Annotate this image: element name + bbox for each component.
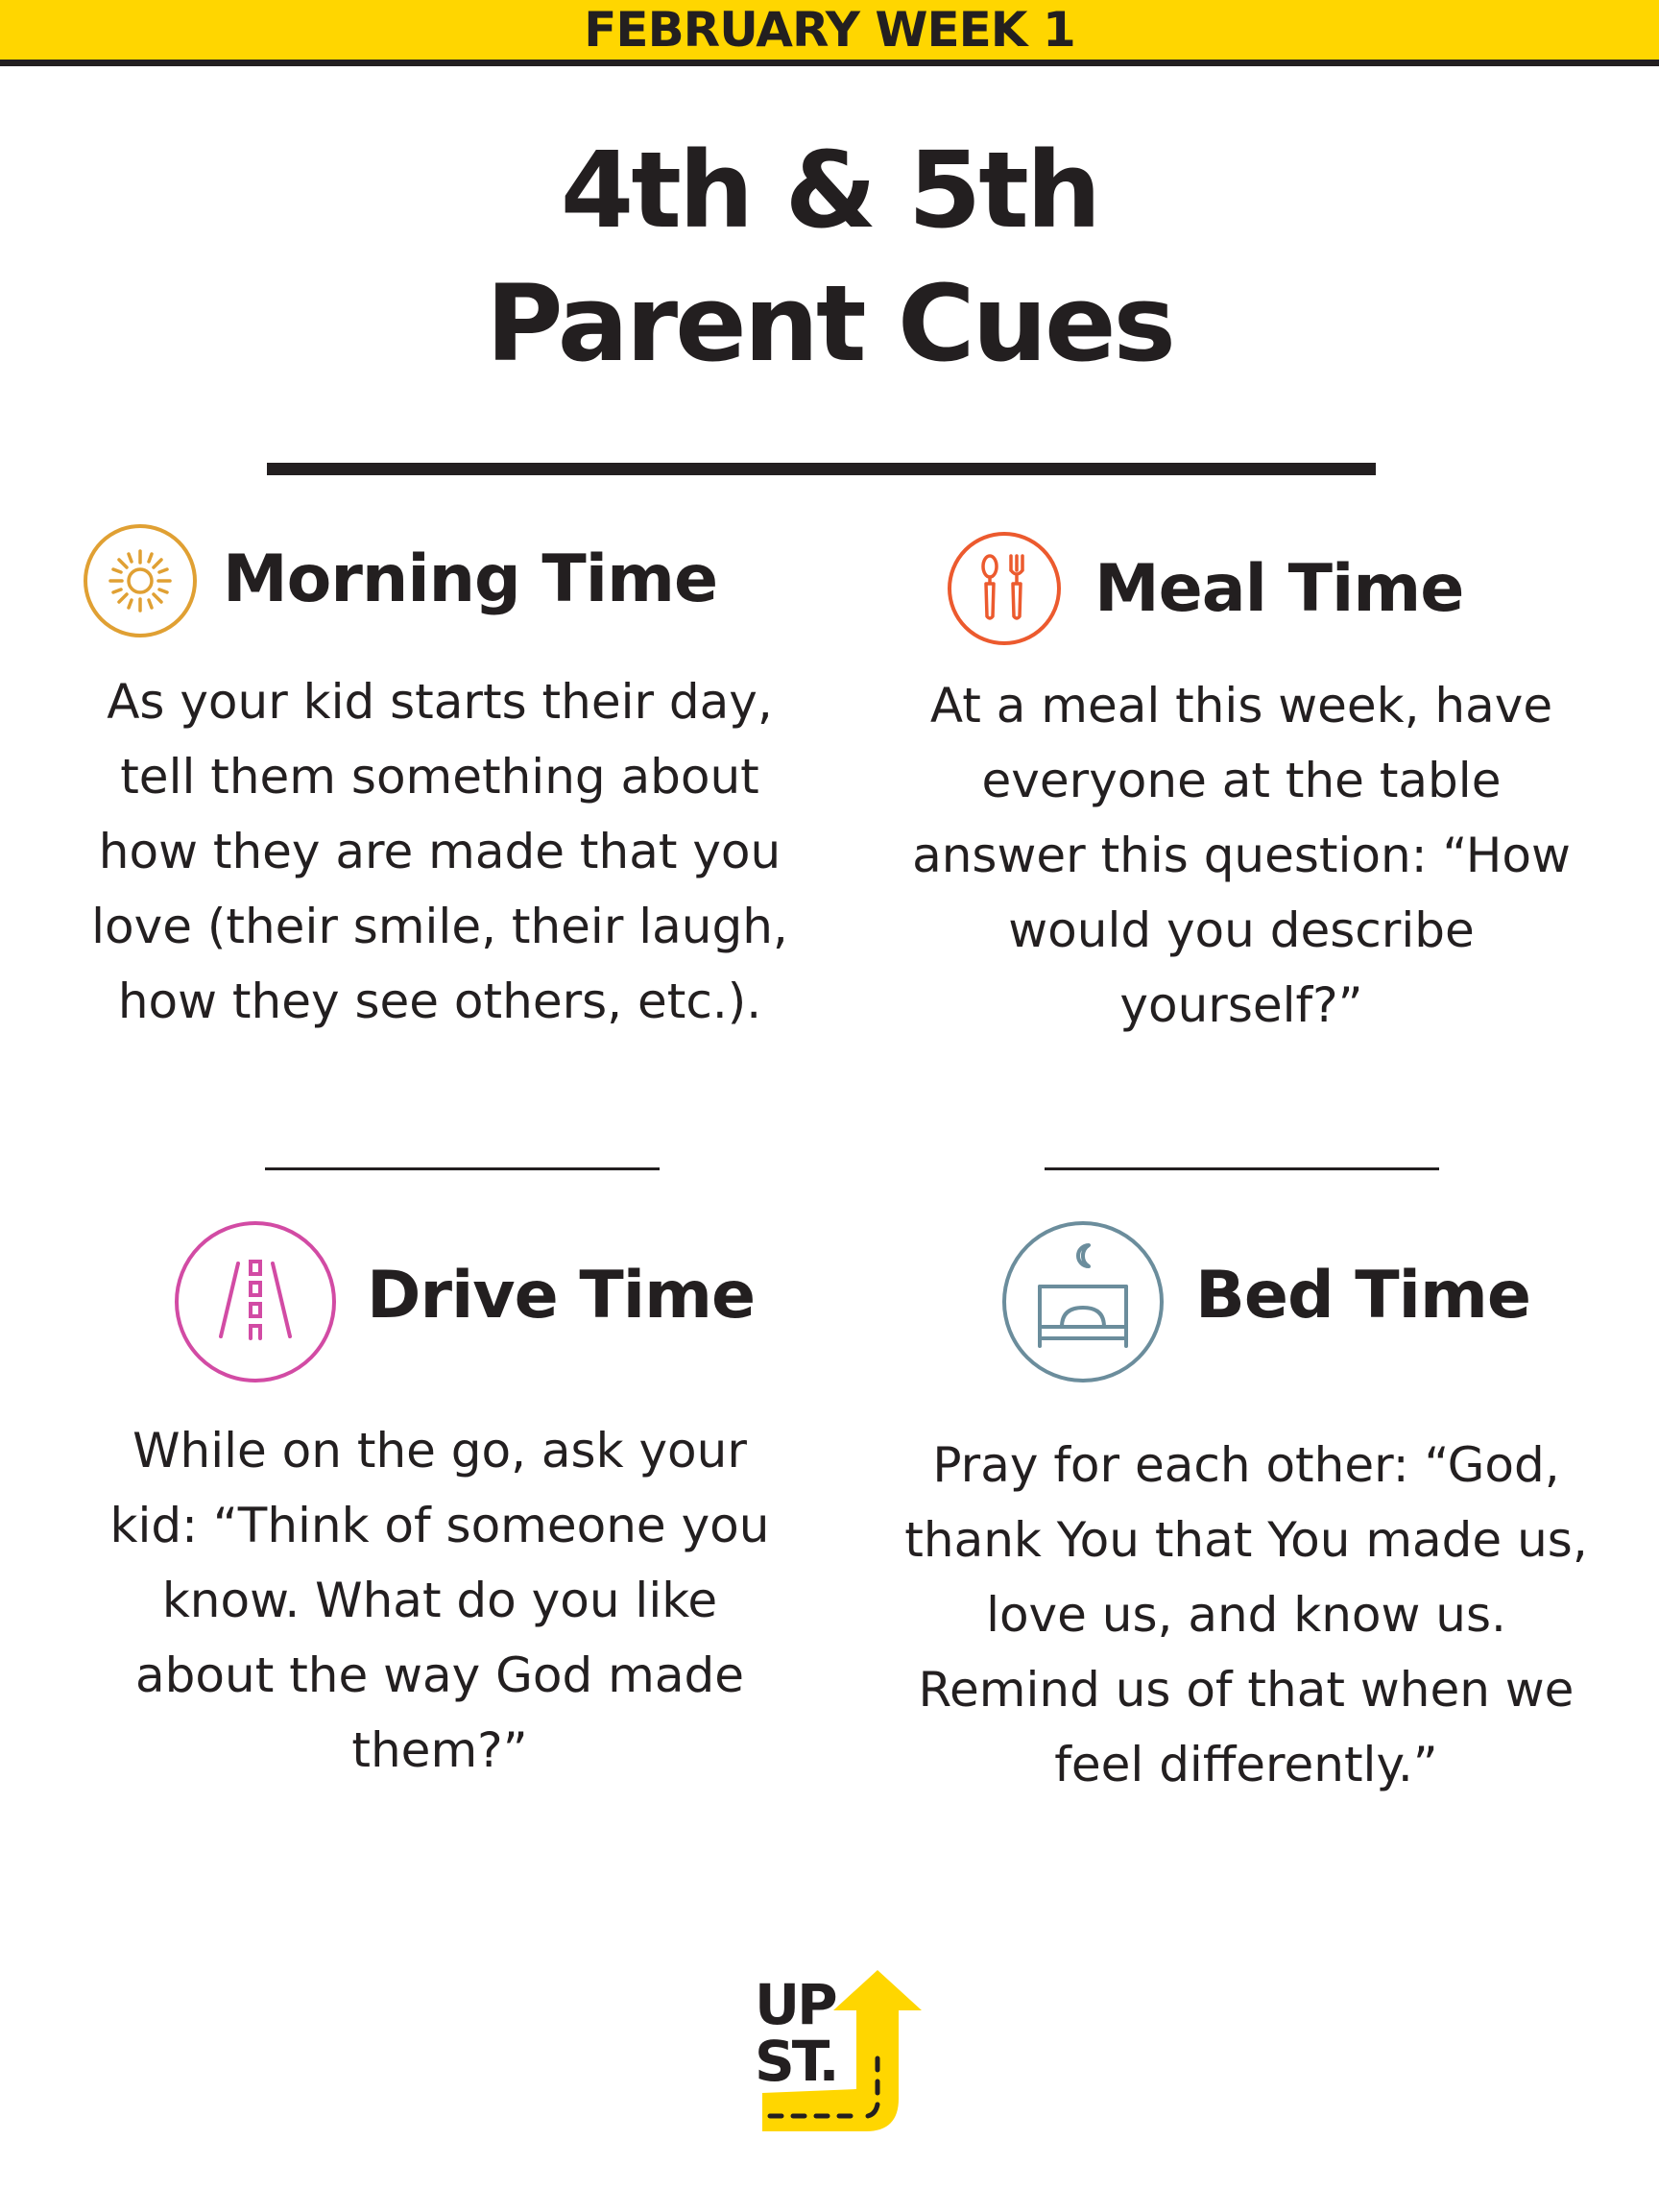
morning-time-text: As your kid starts their day, tell them something about how they are made that you love (their smile, their laugh, how they see others, etc.).: [91, 674, 788, 1029]
utensils-icon: [946, 530, 1063, 647]
road-icon: [173, 1219, 338, 1384]
bed-moon-icon: [1000, 1219, 1166, 1384]
drive-time-text: While on the go, ask your kid: “Think of someone you know. What do you like about the way God made them?”: [109, 1423, 770, 1778]
morning-time-heading: Morning Time: [223, 541, 718, 617]
section-divider-left: [265, 1167, 660, 1170]
logo-text-st: ST.: [755, 2029, 837, 2094]
top-banner: [0, 0, 1659, 66]
drive-time-heading: Drive Time: [367, 1258, 756, 1334]
sun-icon: [82, 522, 199, 639]
title-divider: [267, 463, 1376, 475]
banner-text: FEBRUARY WEEK 1: [584, 2, 1075, 58]
page-title-line-2: Parent Cues: [485, 262, 1174, 385]
meal-time-text: At a meal this week, have everyone at the table answer this question: “How would you describe yourself?”: [912, 678, 1571, 1033]
meal-time-heading: Meal Time: [1094, 551, 1464, 627]
page-title-line-1: 4th & 5th: [560, 129, 1099, 252]
upstreet-logo: [751, 1970, 924, 2143]
bed-time-text: Pray for each other: “God, thank You that You made us, love us, and know us. Remind us of that when we feel differently.”: [904, 1437, 1588, 1792]
logo-text-up: UP: [755, 1972, 835, 2037]
bed-time-heading: Bed Time: [1195, 1258, 1530, 1334]
section-divider-right: [1045, 1167, 1439, 1170]
